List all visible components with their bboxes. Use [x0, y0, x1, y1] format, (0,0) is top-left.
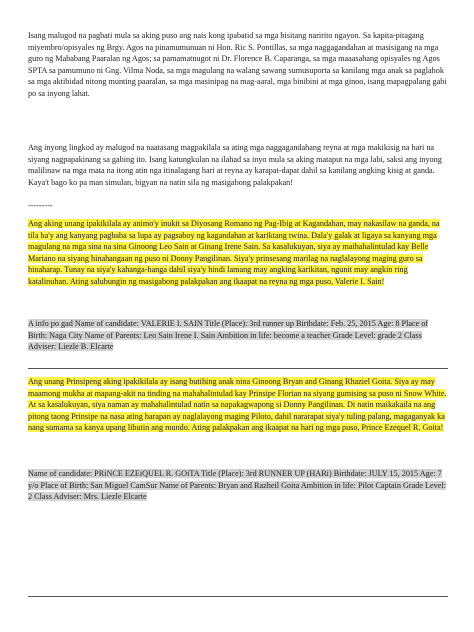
separator-dashes: ---------: [28, 201, 53, 210]
second-paragraph: Ang inyong lingkod ay malugod na naatasang magpakilala sa ating mga naggagandahang reyna at mga makikisig na hari na siyang nagpapakinang sa gabing ito. Isang katungkulan na ilahad sa inyo mula sa aking mataput na mga labi, saksi ang inyong malilinaw na mga mata na itong atin nga itinalagang hari at reyna ay karapat-dapat dahil sa kanilang angking kisig at ganda. Kaya't bago ko pa man simulan, bigyan na natin sila ng masigabong palakpakan!: [28, 143, 442, 187]
valerie-intro-highlight: Ang aking unang ipakikilala ay animo'y inukit sa Diyosang Romano ng Pag-Ibig at Kagandahan, may nakasilaw na ganda, na tila ba'y ang kanyang pagbaba sa lupa ay pagsaboy ng kagandahan at kariktang twina. Dala'y galak at ligaya sa kanyang mga magulang na mga sina na sina Ginoong Leo Sain at Ginang Irene Sain. Sa kasalukuyan, siya ay maihahalintulad kay Belle Mariano na siyang hinahangaan ng puso ni Donny Pangilinan. Siya'y prinsesang marilag na naglalayong maging guro sa hinaharap. Tunay na siya'y kahanga-hanga dahil siya'y hindi lamang may angking karikitan, ngunit may angkin ring katalinuhan. Ating salubungin ng masigabong palakpakan ang ikaapat na reyna ng mga puso, Valerie I. Sain!: [28, 219, 440, 286]
prince-intro-highlight: Ang unang Prinsipeng aking ipakikilala ay isang butihing anak nina Ginoong Bryan and Ginang Rhaziel Goita. Siya ay may maamong mukha at mapang-akit na tinding na mahahalintulad kay Prinsipe Florian na siyang gumising sa puso ni Snow White. At sa kasalukuyan, siya naman ay mahahalintulad natin sa napakagwapong si Donny Pangilinan. Di natin maikakaila na ang pitong taong Prinsipe na nasa ating harapan ay naglalayong maging Piloto, dahil nararapat siya'y tuling palang, magaganyak ka nang sumama sa kanya upang libutin ang mundo. Ating palakpakan ang ikaapat na hari ng mga puso, Prince Ezequel R. Goita!: [28, 377, 447, 433]
divider-line-2: [28, 596, 448, 597]
prince-info-text: Name of candidate: PRiNCE EZEiQUEL R. GOiTA Title (Place): 3rd RUNNER UP (HARi) Birthdate: JULY 15, 2015 Age: 7 y/o Place of Birth: San Miguel CamSur Name of Parents: Bryan and Razheil Goita Ambition in life: Pilot Captain Grade Level: 2 Class Adviser: Mrs. Liezle Elcarte: [28, 469, 446, 502]
intro-paragraph: Isang malugod na pagbati mula sa aking puso ang nais kong ipabatid sa mga bisitang naririto ngayon. Sa kapita-pitagang miyembro/opisyales ng Brgy. Agos na pinamumunuan ni Hon. Ric S. Pontillas, sa mga naggagandahan at masisigang na mga guro ng Mababang Paaralan ng Agos; sa pamamatnugot ni Dr. Florence B. Caparanga, sa mga maaasahang opisyales ng Agos SPTA sa pamumuno ni Gng. Vilma Noda, sa mga magulang na walang sawang sumusuporta sa kanilang mga anak sa paglahok sa mga aktibidad nitong munting paaralan, sa mga masinipag na mag-aaral, mga binibini at mga ginoo, isang mapagpalang gabi po sa inyong lahat.: [28, 31, 447, 98]
prince-info-block: [28, 468, 448, 503]
valerie-info-block: [28, 318, 448, 353]
valerie-intro-block: [28, 218, 448, 288]
divider-line-1: [28, 368, 448, 369]
prince-intro-block: [28, 376, 448, 434]
valerie-info-text: A info po gad Name of candidate: VALERIE I. SAIN Title (Place): 3rd runner up Birthdate: Feb. 25, 2015 Age: 8 Place of Birth: Naga City Name of Parents: Leo Sain Irene I. Sain Ambition in life: become a teacher Grade Level: grade 2 Class Adviser: Liezle B. Elcarte: [28, 319, 429, 352]
